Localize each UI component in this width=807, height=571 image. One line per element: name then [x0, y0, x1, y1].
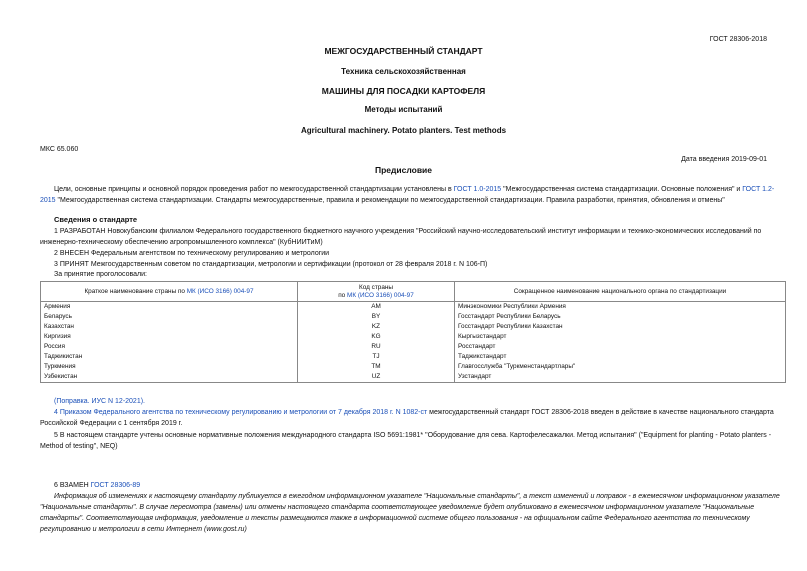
item-1: 1 РАЗРАБОТАН Новокубанским филиалом Федерального государственного бюджетного научного учреждения "Российский научно-исследовательский институт информации и технико-экономических исследований по инженерно-техническому обеспечению агропромышленного комплекса" (КубНИИТиМ) — [40, 228, 762, 246]
gost-1-0-link[interactable]: ГОСТ 1.0-2015 — [453, 186, 502, 193]
standard-header: МЕЖГОСУДАРСТВЕННЫЙ СТАНДАРТ — [324, 46, 483, 56]
country-cell: Таджикистан — [41, 352, 298, 362]
item-4-text: межгосударственный стандарт ГОСТ 28306-2018 введен в действие в качестве национального стандарта Российской Федерации с 1 сентября 2019 г. — [40, 409, 774, 427]
code-cell: TJ — [298, 352, 455, 362]
country-cell: Узбекистан — [41, 372, 298, 383]
code-cell: AM — [298, 302, 455, 313]
item-2: 2 ВНЕСЕН Федеральным агентством по техническому регулированию и метрологии — [54, 250, 330, 257]
organization-cell: Госстандарт Республики Беларусь — [455, 312, 786, 322]
organization-cell: Минэкономики Республики Армения — [455, 302, 786, 313]
organization-cell: Госстандарт Республики Казахстан — [455, 322, 786, 332]
table-header-row — [41, 282, 786, 302]
code-cell: UZ — [298, 372, 455, 383]
mk-iso-link[interactable]: МК (ИСО 3166) 004-97 — [347, 291, 414, 299]
header-code: Код страны по МК (ИСО 3166) 004-97 — [298, 282, 455, 302]
country-cell: Туркмения — [41, 362, 298, 372]
voting-table — [40, 281, 786, 383]
mks-code: МКС 65.060 — [40, 146, 79, 153]
table-row — [41, 342, 786, 352]
english-title: Agricultural machinery. Potato planters. Test methods — [300, 126, 507, 135]
country-cell: Армения — [41, 302, 298, 313]
main-title: МАШИНЫ ДЛЯ ПОСАДКИ КАРТОФЕЛЯ — [321, 86, 486, 96]
header-country: Краткое наименование страны по МК (ИСО 3166) 004-97 — [41, 282, 298, 302]
doc-number: ГОСТ 28306-2018 — [709, 36, 767, 43]
organization-cell: Таджикстандарт — [455, 352, 786, 362]
info-heading: Сведения о стандарте — [54, 215, 138, 224]
para1-text-c: "Межгосударственная система стандартизации. Стандарты межгосударственные, правила и рекомендации по межгосударственной стандартизации. Правила разработки, принятия, обновления и отмены" — [55, 197, 725, 204]
country-cell: Россия — [41, 342, 298, 352]
table-row — [41, 322, 786, 332]
table-row — [41, 362, 786, 372]
organization-cell: Узстандарт — [455, 372, 786, 383]
mk-iso-link[interactable]: МК (ИСО 3166) 004-97 — [186, 287, 254, 295]
subtitle-methods: Методы испытаний — [364, 105, 443, 114]
item-3: 3 ПРИНЯТ Межгосударственным советом по стандартизации, метрологии и сертификации (протокол от 28 февраля 2018 г. N 106-П) — [54, 261, 488, 268]
code-cell: TM — [298, 362, 455, 372]
table-row — [41, 312, 786, 322]
intro-date: Дата введения 2019-09-01 — [681, 156, 767, 163]
item-5: 5 В настоящем стандарте учтены основные нормативные положения международного стандарта ISO 5691:1981* "Оборудование для сева. Картофелесажалки. Метод испытания" ("Equipment for planting - Potato planters - Method of testing", NEQ) — [40, 432, 772, 450]
gost-1-2-link[interactable]: ГОСТ 1.2-2015 — [40, 186, 775, 204]
final-note: Информация об изменениях к настоящему стандарту публикуется в ежегодном информационном указателе "Национальные стандарты", а текст изменений и поправок - в ежемесячном информационном указателе "Национальные стандарты". В случае пересмотра (замены) или отмены настоящего стандарта соответствующее уведомление будет опубликовано в ежемесячном информационном указателе "Национальные стандарты". Соответствующая информация, уведомление и тексты размещаются также в информационной системе общего пользования - на официальном сайте Федерального агентства по техническому регулированию и метрологии в сети Интернет (www.gost.ru) — [40, 493, 780, 533]
country-cell: Киргизия — [41, 332, 298, 342]
gost-28306-89-link[interactable]: ГОСТ 28306-89 — [90, 482, 141, 489]
voted-label: За принятие проголосовали: — [54, 271, 147, 278]
organization-cell: Росстандарт — [455, 342, 786, 352]
table-row — [41, 352, 786, 362]
foreword-paragraph — [40, 184, 786, 206]
table-row — [41, 332, 786, 342]
code-cell: BY — [298, 312, 455, 322]
country-cell: Казахстан — [41, 322, 298, 332]
correction-link[interactable]: (Поправка. ИУС N 12-2021). — [54, 398, 145, 405]
para1-text-b: "Межгосударственная система стандартизации. Основные положения" и — [501, 186, 743, 193]
item-6 — [40, 480, 786, 491]
subtitle-agricultural: Техника сельскохозяйственная — [341, 67, 466, 76]
code-cell: KG — [298, 332, 455, 342]
organization-cell: Главгосслужба "Туркменстандартлары" — [455, 362, 786, 372]
header-organization: Сокращенное наименование национального органа по стандартизации — [455, 282, 786, 302]
code-cell: KZ — [298, 322, 455, 332]
item-4 — [40, 407, 786, 429]
table-row — [41, 302, 786, 313]
item-6-text: 6 ВЗАМЕН — [54, 482, 91, 489]
organization-cell: Кыргызстандарт — [455, 332, 786, 342]
table-row — [41, 372, 786, 383]
order-link[interactable]: 4 Приказом Федерального агентства по техническому регулированию и метрологии от 7 декабря 2018 г. N 1082-ст — [54, 409, 428, 416]
country-cell: Беларусь — [41, 312, 298, 322]
para1-text-a: Цели, основные принципы и основной порядок проведения работ по межгосударственной стандартизации установлены в — [54, 186, 454, 193]
foreword-heading: Предисловие — [374, 165, 433, 175]
code-cell: RU — [298, 342, 455, 352]
